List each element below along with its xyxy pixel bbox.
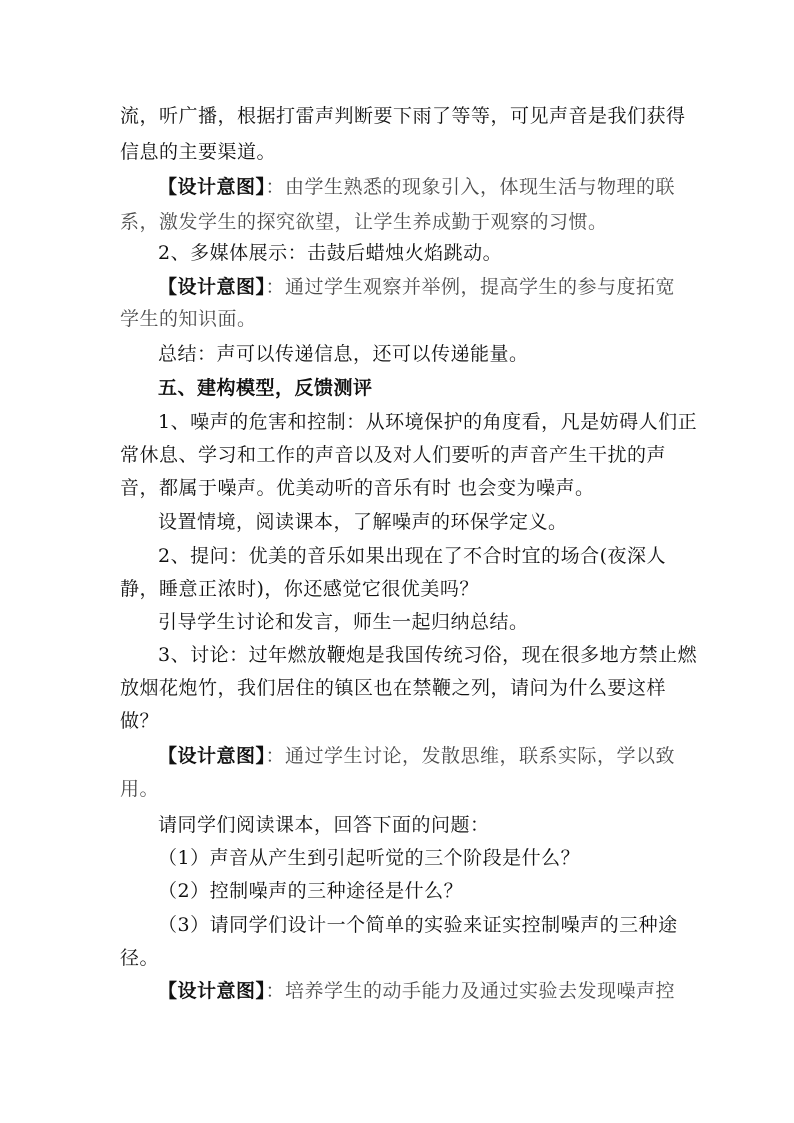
paragraph-line: 请同学们阅读课本，回答下面的问题：: [158, 814, 490, 836]
design-intent-text: ：通过学生观察并举例，提高学生的参与度拓宽: [265, 276, 676, 298]
design-intent-line: [158, 743, 675, 769]
paragraph-line: 设置情境，阅读课本，了解噪声的环保学定义。: [158, 511, 568, 533]
paragraph-line: 总结：声可以传递信息，还可以传递能量。: [158, 343, 529, 365]
paragraph-line: 2、多媒体展示：击鼓后蜡烛火焰跳动。: [158, 242, 503, 264]
paragraph-line: 静，睡意正浓时)，你还感觉它很优美吗？: [120, 578, 479, 600]
design-intent-text: ：培养学生的动手能力及通过实验去发现噪声控: [265, 980, 676, 1002]
question-item: （3）请同学们设计一个简单的实验来证实控制噪声的三种途: [158, 914, 678, 936]
section-heading: 五、建构模型，反馈测评: [158, 377, 373, 399]
paragraph-line: 引导学生讨论和发言，师生一起归纳总结。: [158, 611, 529, 633]
design-intent-tag: 【设计意图】: [158, 176, 266, 198]
paragraph-line: 1、噪声的危害和控制：从环境保护的角度看，凡是妨碍人们正: [158, 411, 698, 433]
design-intent-tag: 【设计意图】: [158, 745, 266, 767]
design-intent-line: [158, 274, 675, 300]
paragraph-line: 常休息、学习和工作的声音以及对人们要听的声音产生干扰的声: [120, 444, 667, 466]
paragraph-line: 信息的主要渠道。: [120, 141, 277, 163]
paragraph-line: 系，激发学生的探究欲望，让学生养成勤于观察的习惯。: [120, 211, 608, 233]
paragraph-line: 学生的知识面。: [120, 308, 257, 330]
paragraph-line: 径。: [120, 947, 160, 969]
paragraph-line: 2、提问：优美的音乐如果出现在了不合时宜的场合(夜深人: [158, 545, 667, 567]
paragraph-line: 流，听广播，根据打雷声判断要下雨了等等，可见声音是我们获得: [120, 105, 686, 127]
design-intent-text: ：通过学生讨论，发散思维，联系实际，学以致: [265, 745, 676, 767]
question-item: （2）控制噪声的三种途径是什么？: [158, 880, 464, 902]
design-intent-tag: 【设计意图】: [158, 276, 266, 298]
design-intent-text: ：由学生熟悉的现象引入，体现生活与物理的联: [265, 176, 676, 198]
paragraph-line: 放烟花炮竹，我们居住的镇区也在禁鞭之列，请问为什么要这样: [120, 677, 667, 699]
design-intent-tag: 【设计意图】: [158, 980, 266, 1002]
design-intent-line: [158, 978, 675, 1004]
paragraph-line: 3、讨论：过年燃放鞭炮是我国传统习俗，现在很多地方禁止燃: [158, 644, 698, 666]
paragraph-line: 做？: [120, 710, 160, 732]
paragraph-line: 用。: [120, 778, 160, 800]
paragraph-line: 音，都属于噪声。优美动听的音乐有时 也会变为噪声。: [120, 477, 595, 499]
design-intent-line: [158, 174, 675, 200]
question-item: （1）声音从产生到引起听觉的三个阶段是什么？: [158, 847, 581, 869]
